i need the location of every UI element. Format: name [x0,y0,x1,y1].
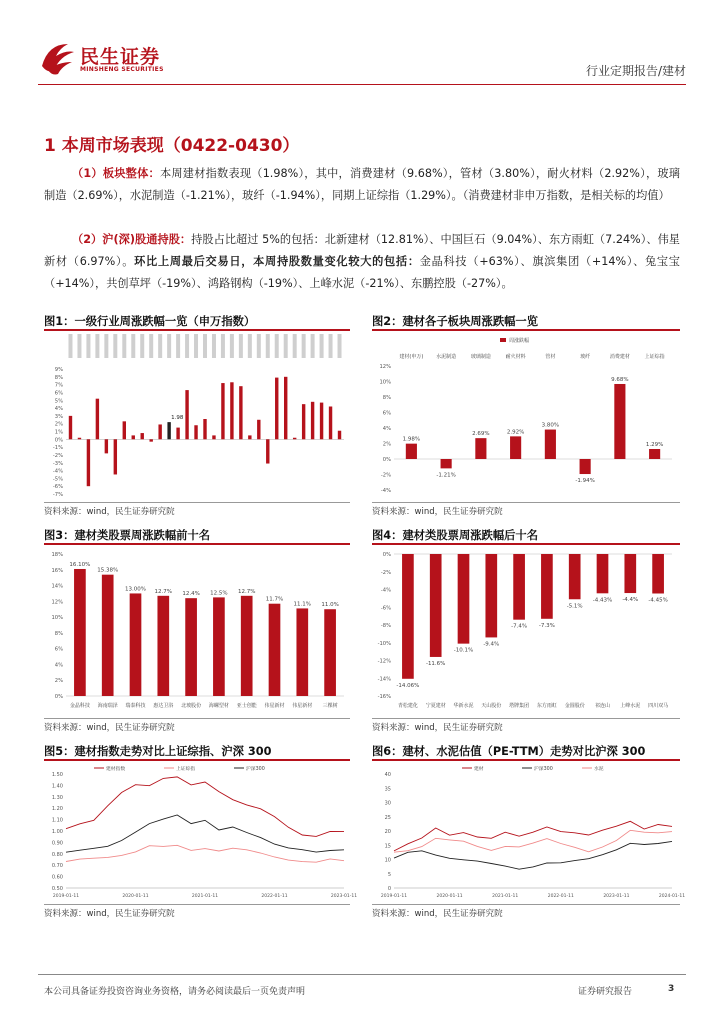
paragraph-connect [44,229,680,295]
y-tick-label: 2% [54,421,63,428]
category-label: 金晶科技 [69,703,90,709]
bar [296,608,308,696]
x-tick-label: 2021-01-11 [191,894,219,899]
bar [329,407,332,440]
bar [430,554,442,657]
category-label-stub [203,334,207,358]
data-label: 15.38% [97,567,119,574]
fig3-source: 资料来源：wind，民生证券研究院 [44,723,175,733]
page-number: 3 [668,984,675,994]
category-label-stub [320,334,324,358]
category-label: 亚士创能 [236,703,257,709]
category-label-stub [122,334,126,358]
fig4-source-line [372,718,680,719]
fig6-title-line [372,759,680,761]
bar [485,554,497,637]
brand-name: 民生证券 [80,46,161,68]
footer-disclaimer: 本公司具备证券投资咨询业务资格，请务必阅读最后一页免责声明 [44,987,306,997]
category-label: 管材 [545,354,556,360]
fig2-title-line [372,329,680,331]
category-label-stub [194,334,198,358]
bar [149,439,152,441]
bar [510,436,521,459]
category-label: 四川双马 [648,703,669,709]
paragraph-sector [44,163,680,207]
fig4-chart [372,546,680,716]
y-tick-label: 2% [382,441,391,448]
data-label: 9.68% [611,376,629,383]
y-tick-label: 1.30 [51,794,63,801]
bar [212,435,215,439]
category-label: 天山股份 [481,703,502,709]
fig2-chart [372,332,680,500]
y-tick-label: -3% [52,460,63,467]
category-label: 水泥制造 [436,354,457,360]
category-label: 金圆股份 [564,703,585,709]
category-label-stub [302,334,306,358]
data-label: 11.7% [265,596,284,603]
bar [87,439,90,486]
data-label: -4.45% [648,597,668,604]
data-label: 11.1% [293,601,312,608]
category-label-stub [68,334,72,358]
category-label-stub [257,334,261,358]
y-tick-label: 10% [379,379,391,386]
y-tick-label: 30 [384,800,391,807]
data-label: -7.3% [538,622,555,629]
bar [597,554,609,593]
fig5-title-line [44,759,350,761]
bar [167,422,170,439]
category-label: 东方雨虹 [536,703,557,709]
category-label-stub [293,334,297,358]
y-tick-label: 8% [54,630,63,637]
bar [293,438,296,440]
category-label-stub [113,334,117,358]
category-label-stub [275,334,279,358]
category-label: 耐火材料 [505,354,526,360]
y-tick-label: -8% [380,623,391,629]
y-tick-label: 6% [54,390,63,397]
fig5-source-line [44,904,350,905]
bar [96,399,99,440]
category-label-stub [86,334,90,358]
bar [652,554,664,593]
data-label: 1.29% [645,442,664,449]
y-tick-label: 12% [379,364,391,370]
data-label: 12.5% [210,590,228,597]
category-label-stub [104,334,108,358]
series-line [66,845,344,862]
data-label: -5.1% [566,603,583,610]
y-tick-label: 9% [54,367,63,373]
fig4-source: 资料来源：wind，民生证券研究院 [372,723,503,733]
category-label: 玻纤 [580,354,591,360]
data-label: 2.69% [472,431,490,438]
section-title: 1 本周市场表现（0422-0430） [44,136,300,156]
category-label-stub [149,334,153,358]
y-tick-label: 5% [54,398,63,405]
bar [141,433,144,439]
report-type: 行业定期报告/建材 [585,64,686,78]
y-tick-label: -7% [52,492,63,498]
y-tick-label: 0% [54,437,63,444]
y-tick-label: 35 [384,786,391,793]
fig1-source: 资料来源：wind，民生证券研究院 [44,507,175,517]
data-label: 13.00% [125,586,146,593]
bar [241,596,253,696]
y-tick-label: 25 [384,814,391,821]
y-tick-label: 1% [54,429,63,436]
category-label: 海螺型材 [208,703,229,709]
bar [105,439,108,453]
y-tick-label: -2% [380,569,391,576]
y-tick-label: 0.50 [51,886,63,892]
data-label: -7.4% [511,623,528,630]
y-tick-label: -2% [52,452,63,459]
logo [38,38,188,78]
fig1-title: 图1：一级行业周涨跌幅一览（申万指数） [44,315,256,328]
y-tick-label: -16% [377,694,391,700]
y-tick-label: -4% [380,488,391,494]
paragraph-connect-label: （2）沪(深)股通持股： [72,233,192,246]
category-label-stub [167,334,171,358]
bar [545,430,556,459]
category-label: 瑞泰科技 [125,703,146,709]
category-label: 上峰水泥 [620,703,641,709]
data-label: -4.43% [592,597,613,604]
bar [114,439,117,474]
header-divider [38,84,686,85]
bar [614,384,625,459]
fig1-title-line [44,329,350,331]
bar [157,596,169,696]
y-tick-label: 0% [382,457,391,463]
category-label-stub [329,334,333,358]
series-line [394,821,672,851]
y-tick-label: 1.00 [51,829,63,835]
category-label: 三棵树 [322,703,338,709]
y-tick-label: 0 [387,886,391,892]
bar [123,421,126,439]
category-label-stub [221,334,225,358]
legend-label: 周涨跌幅 [509,338,530,344]
fig3-chart [44,546,350,716]
bar [213,597,225,696]
paragraph-sector-label: （1）板块整体： [72,167,160,180]
category-label: 玻璃制造 [470,354,491,360]
bar [402,554,414,679]
category-label: 海南瑞泽 [97,703,118,709]
y-tick-label: 15 [384,843,391,850]
y-tick-label: 8% [382,395,391,401]
paragraph-connect-bold: 环比上周最后交易日，本周持股数量变化较大的包括： [134,255,420,268]
fig3-title-line [44,543,350,545]
y-tick-label: 0.90 [51,840,63,847]
y-tick-label: 0% [382,552,391,558]
y-tick-label: -12% [377,658,391,665]
y-tick-label: 14% [51,583,63,590]
category-label: 惠达卫浴 [153,703,174,709]
legend-label: 沪深300 [534,767,553,772]
x-tick-label: 2022-01-11 [261,894,288,899]
fig6-title: 图6：建材、水泥估值（PE-TTM）走势对比沪深 300 [372,745,646,758]
legend-label: 水泥 [594,767,604,772]
y-tick-label: 10 [384,857,391,864]
footer-label: 证券研究报告 [578,987,633,997]
fig5-source: 资料来源：wind，民生证券研究院 [44,909,175,919]
x-tick-label: 2021-01-11 [492,894,519,899]
y-tick-label: 5 [387,871,391,878]
category-label: 北玻股份 [181,703,202,709]
x-tick-label: 2023-01-11 [603,894,630,899]
category-label-stub [131,334,135,358]
footer-divider [38,974,686,975]
data-label: 2.92% [506,429,525,436]
paragraph-sector-text: 本周建材指数表现（1.98%），其中，消费建材（9.68%），管材（3.80%），耐火材料（2.92%），玻璃制造（2.69%），水泥制造（-1.21%），玻纤（-1.94%），同期上证综指（1.29%）。（消费建材非申万指数，是相关标的均值） [44,167,680,202]
category-label-stub [95,334,99,358]
series-line [66,777,344,837]
bar [406,444,417,459]
y-tick-label: 0.60 [51,874,63,881]
fig4-title-line [372,543,680,545]
fig2-source-line [372,502,680,503]
legend-label: 建材指数 [106,767,126,772]
y-tick-label: 2% [54,678,63,685]
bar [441,459,452,468]
y-tick-label: 1.40 [51,783,63,790]
x-tick-label: 2020-01-11 [122,894,149,899]
fig1-source-line [44,502,350,503]
fig2-source: 资料来源：wind，民生证券研究院 [372,507,503,517]
fig6-chart [372,762,686,902]
bar [239,386,242,439]
data-label: 1.98 [171,415,184,422]
category-label: 祁连山 [594,703,611,709]
bar [311,402,314,440]
bar [185,598,197,696]
data-label: 16.10% [69,561,91,568]
x-tick-label: 2023-01-11 [330,894,358,899]
y-tick-label: -4% [52,468,63,475]
category-label-stub [185,334,189,358]
y-tick-label: -6% [52,484,63,491]
fig3-source-line [44,718,350,719]
category-label-stub [230,334,234,358]
bar [78,438,81,440]
bar [580,459,591,474]
category-label-stub [212,334,216,358]
bar [176,428,179,440]
category-label: 伟星新材 [264,703,285,709]
category-label: 宁夏建材 [425,703,446,709]
y-tick-label: 18% [51,552,63,558]
bar [275,378,278,440]
bar [102,575,114,696]
x-tick-label: 2022-01-11 [547,894,574,899]
series-line [394,841,672,869]
x-tick-label: 2020-01-11 [436,894,463,899]
legend-label: 沪深300 [246,767,265,772]
bar [541,554,553,619]
category-label-stub [158,334,162,358]
category-label-stub [176,334,180,358]
y-tick-label: -6% [380,605,391,612]
bar [320,403,323,440]
data-label: -14.06% [396,682,420,689]
y-tick-label: -4% [380,587,391,594]
bar [458,554,470,644]
y-tick-label: 6% [382,410,391,417]
category-label: 上证综指 [644,354,665,360]
bar [302,404,305,439]
category-label: 青松建化 [397,703,418,709]
category-label-stub [239,334,243,358]
fig5-chart [44,762,358,902]
bar [74,569,86,696]
y-tick-label: 12% [51,599,63,606]
paragraph-connect-text1: 持股占比超过 5%的包括：北新建材（12.81%）、中国巨石（9.04%）、东方雨虹（7.24%）、伟星新材（6.97%）。 [44,233,680,268]
series-line [66,815,344,852]
fig3-title: 图3：建材类股票周涨跌幅前十名 [44,529,211,542]
y-tick-label: 3% [54,413,63,420]
logo-mark-icon [38,40,76,76]
y-tick-label: 4% [382,426,391,432]
category-label-stub [140,334,144,358]
bar [230,382,233,439]
bar [513,554,525,620]
bar [338,431,341,440]
bar [475,438,486,459]
legend-swatch [500,338,506,342]
bar [248,435,251,439]
bar [324,609,336,696]
y-tick-label: 4% [54,406,63,413]
fig1-chart [44,332,350,500]
category-label: 建材(申万) [399,354,424,360]
y-tick-label: 0% [54,694,63,700]
series-line [394,830,672,852]
category-label-stub [338,334,342,358]
y-tick-label: 0.70 [51,863,63,870]
bar [221,383,224,439]
legend-label: 上证综指 [176,767,196,772]
category-label-stub [311,334,315,358]
bar [257,420,260,440]
fig6-source: 资料来源：wind，民生证券研究院 [372,909,503,919]
bar [203,419,206,439]
y-tick-label: 6% [54,646,63,653]
y-tick-label: 7% [54,382,63,389]
bar [624,554,636,593]
data-label: -4.4% [622,597,639,604]
bar [284,377,287,440]
bar [649,449,660,459]
bar [185,390,188,439]
y-tick-label: 10% [51,615,63,622]
bar [194,425,197,439]
bar [269,604,281,696]
y-tick-label: 1.20 [51,806,63,813]
y-tick-label: 8% [54,374,63,381]
x-tick-label: 2019-01-11 [52,894,80,899]
y-tick-label: 1.50 [51,772,63,778]
data-label: 1.98% [402,436,421,443]
y-tick-label: 4% [54,662,63,669]
x-tick-label: 2024-01-11 [658,894,686,899]
y-tick-label: 16% [51,567,63,574]
bar [569,554,581,599]
data-label: 12.4% [182,591,200,598]
bar [130,593,142,696]
data-label: -11.6% [425,660,446,667]
y-tick-label: 0.80 [51,851,63,858]
y-tick-label: -1% [52,445,63,452]
y-tick-label: -2% [380,472,391,479]
category-label-stub [77,334,81,358]
data-label: 12.7% [237,588,256,595]
category-label: 塔牌集团 [509,703,530,709]
y-tick-label: -10% [377,640,391,647]
y-tick-label: 1.10 [51,817,63,824]
fig4-title: 图4：建材类股票周涨跌幅后十名 [372,529,539,542]
category-label-stub [266,334,270,358]
y-tick-label: 40 [384,772,391,778]
data-label: -9.4% [483,641,500,648]
bar [132,435,135,439]
data-label: -1.94% [575,478,595,485]
fig5-title: 图5：建材指数走势对比上证综指、沪深 300 [44,745,272,758]
bar [266,439,269,463]
legend-label: 建材 [474,767,484,772]
category-label: 华新水泥 [453,703,474,709]
category-label: 伟星新材 [292,703,313,709]
y-tick-label: -5% [52,476,63,483]
data-label: 11.0% [321,602,339,609]
bar [69,416,72,439]
paragraph-connect-text2: 金晶科技（+63%）、旗滨集团（+14%）、兔宝宝（+14%），共创草坪（-19%）、鸿路钢构（-19%）、上峰水泥（-21%）、东鹏控股（-27%）。 [44,255,680,290]
fig6-source-line [372,904,680,905]
y-tick-label: -14% [377,676,391,683]
category-label: 消费建材 [609,354,630,360]
data-label: 12.7% [154,588,173,595]
data-label: -1.21% [436,472,456,479]
data-label: -10.1% [453,647,474,654]
bar [158,424,161,439]
category-label-stub [284,334,288,358]
brand-name-en: MINSHENG SECURITIES [80,66,164,73]
fig2-title: 图2：建材各子板块周涨跌幅一览 [372,315,539,328]
x-tick-label: 2019-01-11 [380,894,408,899]
category-label-stub [248,334,252,358]
data-label: 3.80% [541,422,560,429]
y-tick-label: 20 [384,829,391,835]
